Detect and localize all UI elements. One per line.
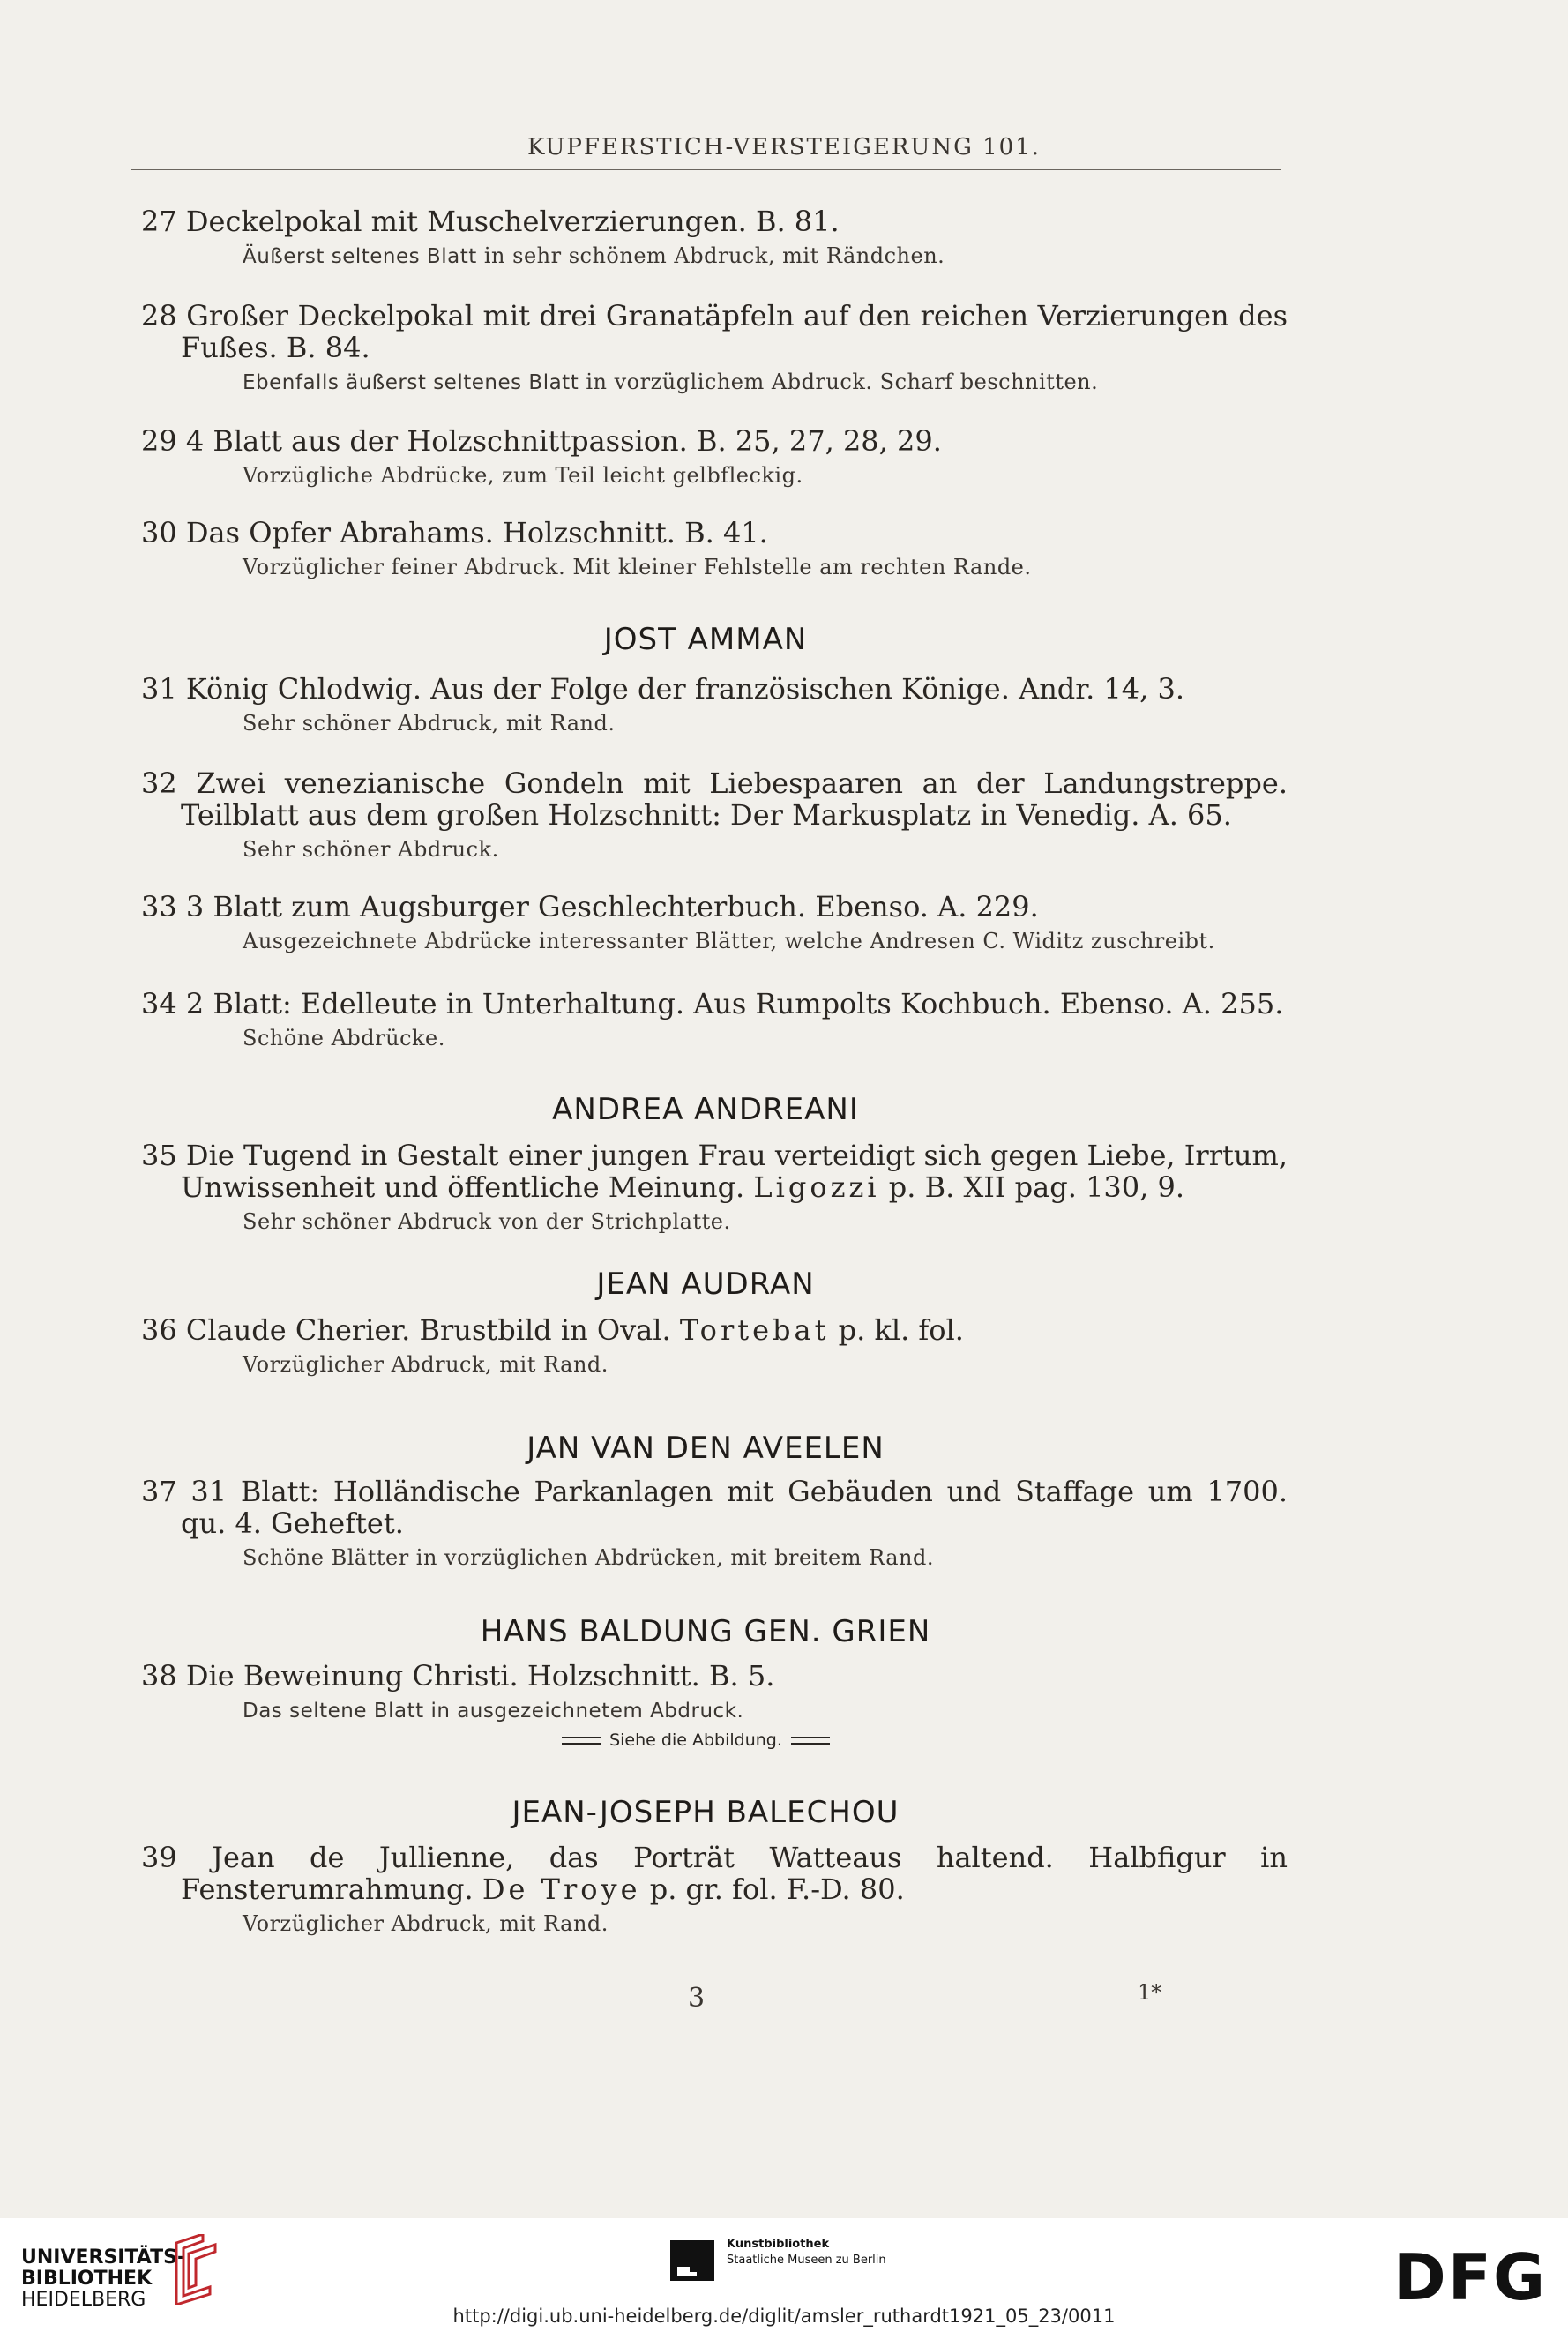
artist-heading: JAN VAN DEN AVEELEN — [526, 1431, 885, 1466]
double-rule — [791, 1737, 830, 1745]
catalog-entry — [141, 1140, 1288, 1235]
permalink-url[interactable]: http://digi.ub.uni-heidelberg.de/diglit/amsler_ruthardt1921_05_23/0011 — [452, 2306, 1116, 2327]
entry-note: Vorzüglicher Abdruck, mit Rand. — [243, 1911, 609, 1936]
entry-note: Vorzüglicher feiner Abdruck. Mit kleiner Fehlstelle am rechten Rande. — [243, 555, 1032, 579]
catalog-entry — [141, 891, 1288, 954]
entry-title: 29 4 Blatt aus der Holzschnittpassion. B. 25, 27, 28, 29. — [141, 424, 942, 458]
running-head: KUPFERSTICH-VERSTEIGERUNG 101. — [526, 134, 1042, 161]
catalog-entry — [141, 425, 1288, 489]
entry-title: 34 2 Blatt: Edelleute in Unterhaltung. Aus Rumpolts Kochbuch. Ebenso. A. 255. — [141, 987, 1284, 1020]
entry-note: Sehr schöner Abdruck von der Strichplatte. — [243, 1209, 731, 1234]
entry-title: 33 3 Blatt zum Augsburger Geschlechterbuch. Ebenso. A. 229. — [141, 890, 1039, 923]
catalog-entry — [141, 767, 1288, 863]
entry-title: 31 König Chlodwig. Aus der Folge der französischen Könige. Andr. 14, 3. — [141, 672, 1184, 706]
entry-note: Sehr schöner Abdruck, mit Rand. — [243, 711, 616, 736]
entry-title: 35 Die Tugend in Gestalt einer jungen Frau verteidigt sich gegen Liebe, Irrtum, Unwissenheit und öffentliche Meinung. Ligozzi p. B. XII pag. 130, 9. — [141, 1139, 1288, 1204]
artist-heading: JEAN AUDRAN — [596, 1267, 815, 1302]
ub-emblem-icon — [159, 2234, 220, 2305]
entry-title: 32 Zwei venezianische Gondeln mit Liebespaaren an der Landungstreppe. Teilblatt aus dem großen Holzschnitt: Der Markusplatz in Venedig. A. 65. — [141, 766, 1288, 832]
entry-note: Sehr schöner Abdruck. — [243, 837, 499, 862]
entry-note: Äußerst seltenes Blatt in sehr schönem Abdruck, mit Rändchen. — [243, 243, 945, 268]
kunstbibliothek-logo-icon — [670, 2240, 714, 2281]
artist-heading: JOST AMMAN — [603, 622, 808, 657]
entry-note: Vorzügliche Abdrücke, zum Teil leicht gelbfleckig. — [243, 463, 803, 488]
see-figure-note: Siehe die Abbildung. — [0, 1730, 1392, 1750]
entry-note: Ebenfalls äußerst seltenes Blatt in vorzüglichem Abdruck. Scharf beschnitten. — [243, 370, 1099, 394]
catalog-entry — [141, 673, 1288, 736]
ub-heidelberg-logo[interactable]: UNIVERSITÄTS- BIBLIOTHEK HEIDELBERG — [21, 2246, 186, 2311]
catalog-entry — [141, 1842, 1288, 1937]
signature-mark: 1* — [1138, 1980, 1162, 2005]
entry-note: Vorzüglicher Abdruck, mit Rand. — [243, 1352, 609, 1377]
entry-title: 37 31 Blatt: Holländische Parkanlagen mit Gebäuden und Staffage um 1700. qu. 4. Geheftet. — [141, 1475, 1288, 1540]
entry-note: Schöne Blätter in vorzüglichen Abdrücken, mit breitem Rand. — [243, 1545, 934, 1570]
catalog-entry — [141, 1314, 1288, 1378]
artist-heading: ANDREA ANDREANI — [552, 1092, 859, 1127]
entry-note: Das seltene Blatt in ausgezeichnetem Abdruck. — [243, 1700, 744, 1723]
entry-title: 27 Deckelpokal mit Muschelverzierungen. B. 81. — [141, 205, 840, 238]
catalog-entry — [141, 206, 1288, 270]
header-rule — [131, 169, 1281, 170]
kunstbibliothek-label[interactable]: Kunstbibliothek Staatliche Museen zu Berlin — [727, 2238, 886, 2267]
catalog-entry — [141, 1476, 1288, 1571]
entry-note: Ausgezeichnete Abdrücke interessanter Blätter, welche Andresen C. Widitz zuschreibt. — [243, 929, 1215, 953]
entry-title: 38 Die Beweinung Christi. Holzschnitt. B. 5. — [141, 1659, 775, 1693]
entry-title: 28 Großer Deckelpokal mit drei Granatäpfeln auf den reichen Verzierungen des Fußes. B. 84. — [141, 299, 1288, 364]
catalog-entry — [141, 517, 1288, 580]
catalog-entry — [141, 1660, 1288, 1724]
catalog-entry — [141, 988, 1288, 1051]
artist-heading: JEAN-JOSEPH BALECHOU — [511, 1795, 900, 1830]
entry-title: 36 Claude Cherier. Brustbild in Oval. Tortebat p. kl. fol. — [141, 1313, 964, 1347]
page-number: 3 — [688, 1983, 706, 2014]
entry-note: Schöne Abdrücke. — [243, 1026, 445, 1050]
artist-heading: HANS BALDUNG GEN. GRIEN — [480, 1614, 931, 1649]
dfg-logo[interactable]: DFG — [1393, 2240, 1548, 2314]
catalog-entry — [141, 300, 1288, 396]
double-rule — [562, 1737, 601, 1745]
entry-title: 39 Jean de Jullienne, das Porträt Watteaus haltend. Halbfigur in Fensterumrahmung. De Troye p. gr. fol. F.-D. 80. — [141, 1841, 1288, 1906]
entry-title: 30 Das Opfer Abrahams. Holzschnitt. B. 41. — [141, 516, 768, 549]
